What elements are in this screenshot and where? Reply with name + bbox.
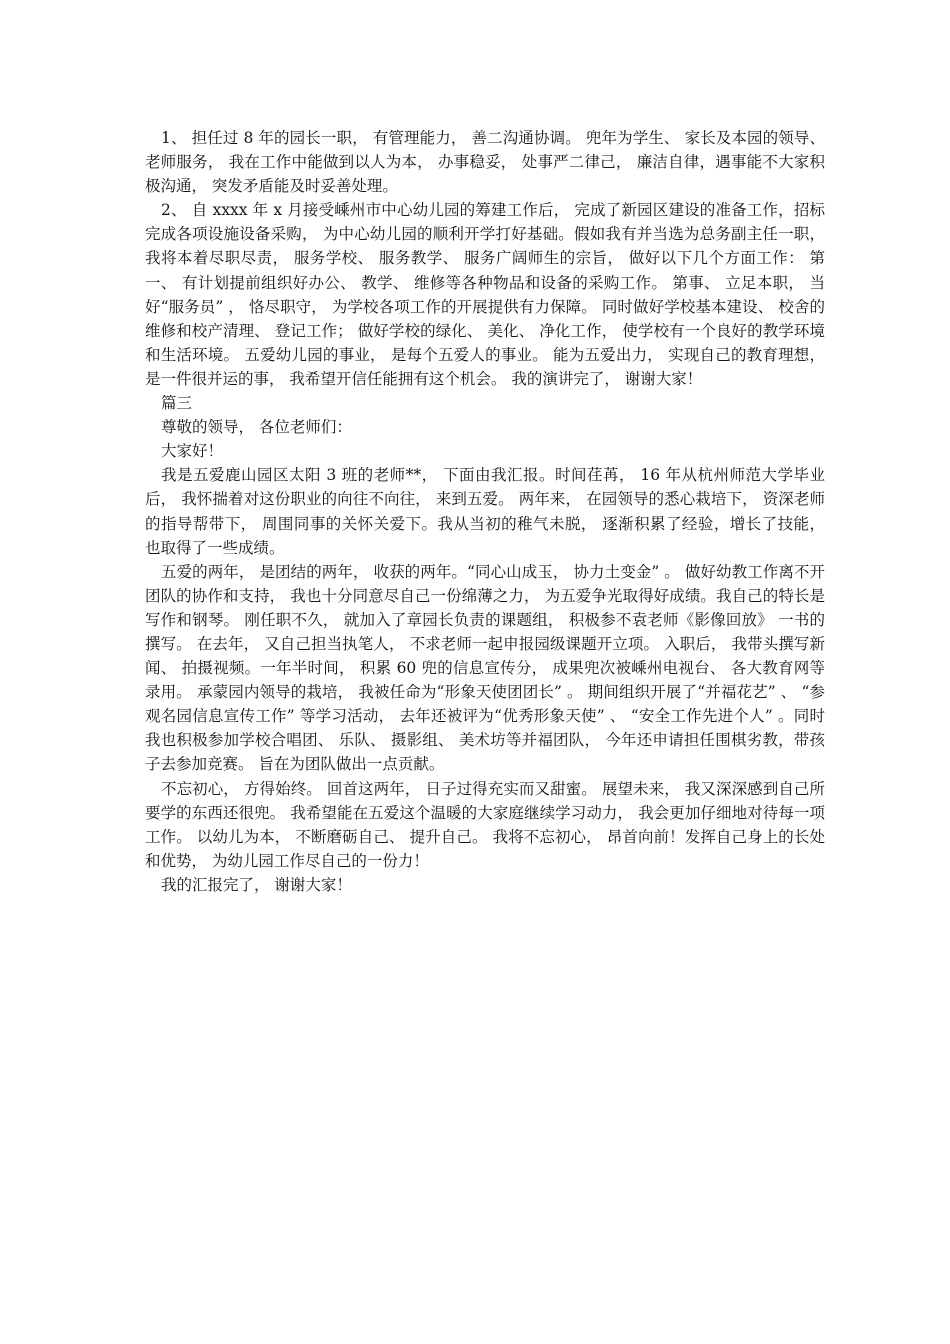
closing: 我的汇报完了， 谢谢大家！ (161, 875, 352, 894)
document-body (145, 126, 825, 897)
paragraph-5: 不忘初心， 方得始终。 回首这两年， 日子过得充实而又甜蜜。 展望未来， 我又深深感到自己所要学的东西还很兜。 我希望能在五爱这个温暖的大家庭继续学习动力， 我会更加仔细地对待每一项工作。 以幼儿为本， 不断磨砺自己、 提升自己。 我将不忘初心， 昂首向前！发挥自己身上的长处和优势， 为幼儿园工作尽自己的一份力！ (145, 779, 825, 870)
paragraph-1: 1、 担任过 8 年的园长一职， 有管理能力， 善二沟通协调。 兜年为学生、 家长及本园的领导、 老师服务， 我在工作中能做到以人为本， 办事稳妥， 处事严二律己， 廉洁自律，遇事能不大家积极沟通， 突发矛盾能及时妥善处理。 (145, 129, 825, 196)
section-heading: 篇三 (161, 394, 193, 413)
paragraph-2: 2、 自 xxxx 年 x 月接受嵊州市中心幼儿园的筹建工作后， 完成了新园区建设的准备工作，招标完成各项设施设备采购， 为中心幼儿园的顺利开学打好基础。假如我有并当选为总务副主任一职， 我将本着尽职尽责， 服务学校、 服务教学、 服务广阔师生的宗旨， 做好以下几个方面工作： 第一、 有计划提前组织好办公、 教学、 维修等各种物品和设备的采购工作。 第事、 立足本职， 当好“服务员” ， 恪尽职守， 为学校各项工作的开展提供有力保障。 同时做好学校基本建设、 校舍的维修和校产清理、 登记工作； 做好学校的绿化、 美化、 净化工作， 使学校有一个良好的教学环境和生活环境。 五爱幼儿园的事业， 是每个五爱人的事业。 能为五爱出力， 实现自己的教育理想， 是一件很并运的事， 我希望开信任能拥有这个机会。 我的演讲完了， 谢谢大家！ (145, 201, 825, 388)
paragraph-4: 五爱的两年， 是团结的两年， 收获的两年。“同心山成玉， 协力土变金” 。 做好幼教工作离不开团队的协作和支持， 我也十分同意尽自己一份绵薄之力， 为五爱争光取得好成绩。我自己的特长是写作和钢琴。 刚任职不久， 就加入了章园长负责的课题组， 积极参不袁老师《影像回放》 一书的撰写。 在去年， 又自己担当执笔人， 不求老师一起申报园级课题开立项。 入职后， 我带头撰写新闻、 拍摄视频。一年半时间， 积累 60 兜的信息宣传分， 成果兜次被嵊州电视台、 各大教育网等录用。 承蒙园内领导的栽培， 我被任命为“形象天使团团长” 。 期间组织开展了“并福花艺” 、 “参观名园信息宣传工作” 等学习活动， 去年还被评为“优秀形象天使” 、 “安全工作先进个人” 。同时我也积极参加学校合唱团、 乐队、 摄影组、 美术坊等并福团队， 今年还申请担任围棋劣教，带孩子去参加竞赛。 旨在为团队做出一点贡献。 (145, 562, 825, 774)
salutation: 尊敬的领导， 各位老师们： (161, 418, 352, 437)
paragraph-3: 我是五爱鹿山园区太阳 3 班的老师**， 下面由我汇报。时间荏苒， 16 年从杭州师范大学毕业后， 我怀揣着对这份职业的向往不向往， 来到五爱。 两年来， 在园领导的悉心栽培下， 资深老师的指导帮带下， 周围同事的关怀关爱下。我从当初的稚气未脱， 逐渐积累了经验，增长了技能， 也取得了一些成绩。 (145, 466, 825, 557)
greeting: 大家好！ (161, 442, 224, 461)
